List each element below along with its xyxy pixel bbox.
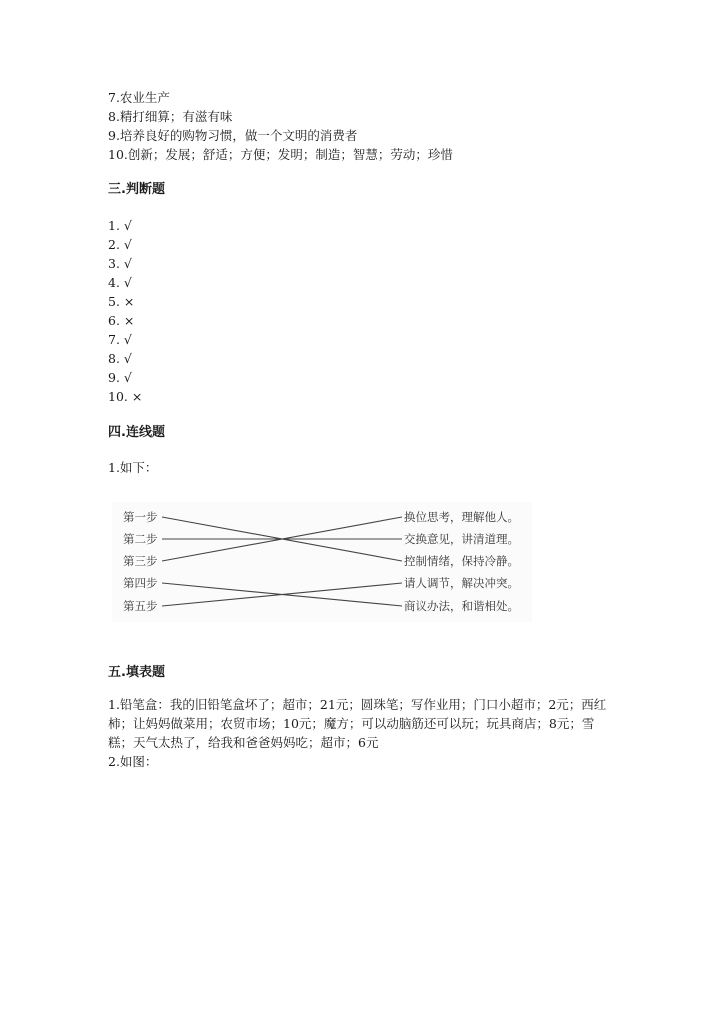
right-item-1: 换位思考，理解他人。 bbox=[404, 510, 519, 524]
section-5-heading: 五.填表题 bbox=[108, 665, 165, 680]
judgement-answer-7: 7. √ bbox=[108, 332, 132, 347]
left-item-1: 第一步 bbox=[123, 510, 158, 524]
right-item-5: 商议办法，和谐相处。 bbox=[404, 599, 519, 613]
right-item-2: 交换意见，讲清道理。 bbox=[404, 532, 519, 546]
judgement-answer-9: 9. √ bbox=[108, 370, 132, 385]
judgement-answer-3: 3. √ bbox=[108, 256, 132, 271]
right-item-4: 请人调节，解决冲突。 bbox=[404, 576, 519, 590]
judgement-answer-1: 1. √ bbox=[108, 218, 132, 233]
answer-line-9: 9.培养良好的购物习惯，做一个文明的消费者 bbox=[108, 128, 358, 143]
left-item-4: 第四步 bbox=[123, 576, 158, 590]
left-item-2: 第二步 bbox=[123, 532, 158, 546]
section-3-heading: 三.判断题 bbox=[108, 182, 165, 197]
matching-intro: 1.如下： bbox=[108, 460, 158, 475]
section-4-heading: 四.连线题 bbox=[108, 425, 165, 440]
judgement-answer-5: 5. × bbox=[108, 294, 135, 309]
answer-line-7: 7.农业生产 bbox=[108, 90, 170, 105]
judgement-answer-4: 4. √ bbox=[108, 275, 132, 290]
judgement-answer-10: 10. × bbox=[108, 389, 143, 404]
table-answer-2: 2.如图： bbox=[108, 754, 158, 769]
answer-line-10: 10.创新；发展；舒适；方便；发明；制造；智慧；劳动；珍惜 bbox=[108, 147, 453, 162]
left-item-5: 第五步 bbox=[123, 599, 158, 613]
judgement-answer-2: 2. √ bbox=[108, 237, 132, 252]
judgement-answer-8: 8. √ bbox=[108, 351, 132, 366]
table-answer-1: 1.铅笔盒：我的旧铅笔盒坏了；超市；21元；圆珠笔；写作业用；门口小超市；2元；西红柿；让妈妈做菜用；农贸市场；10元；魔方；可以动脑筋还可以玩；玩具商店；8元；雪糕；天气太热了，给我和爸爸妈妈吃；超市；6元 bbox=[108, 697, 607, 750]
left-item-3: 第三步 bbox=[123, 554, 158, 568]
right-item-3: 控制情绪，保持冷静。 bbox=[404, 554, 519, 568]
answer-line-8: 8.精打细算；有滋有味 bbox=[108, 109, 233, 124]
matching-figure bbox=[112, 502, 532, 622]
judgement-answer-6: 6. × bbox=[108, 313, 135, 328]
